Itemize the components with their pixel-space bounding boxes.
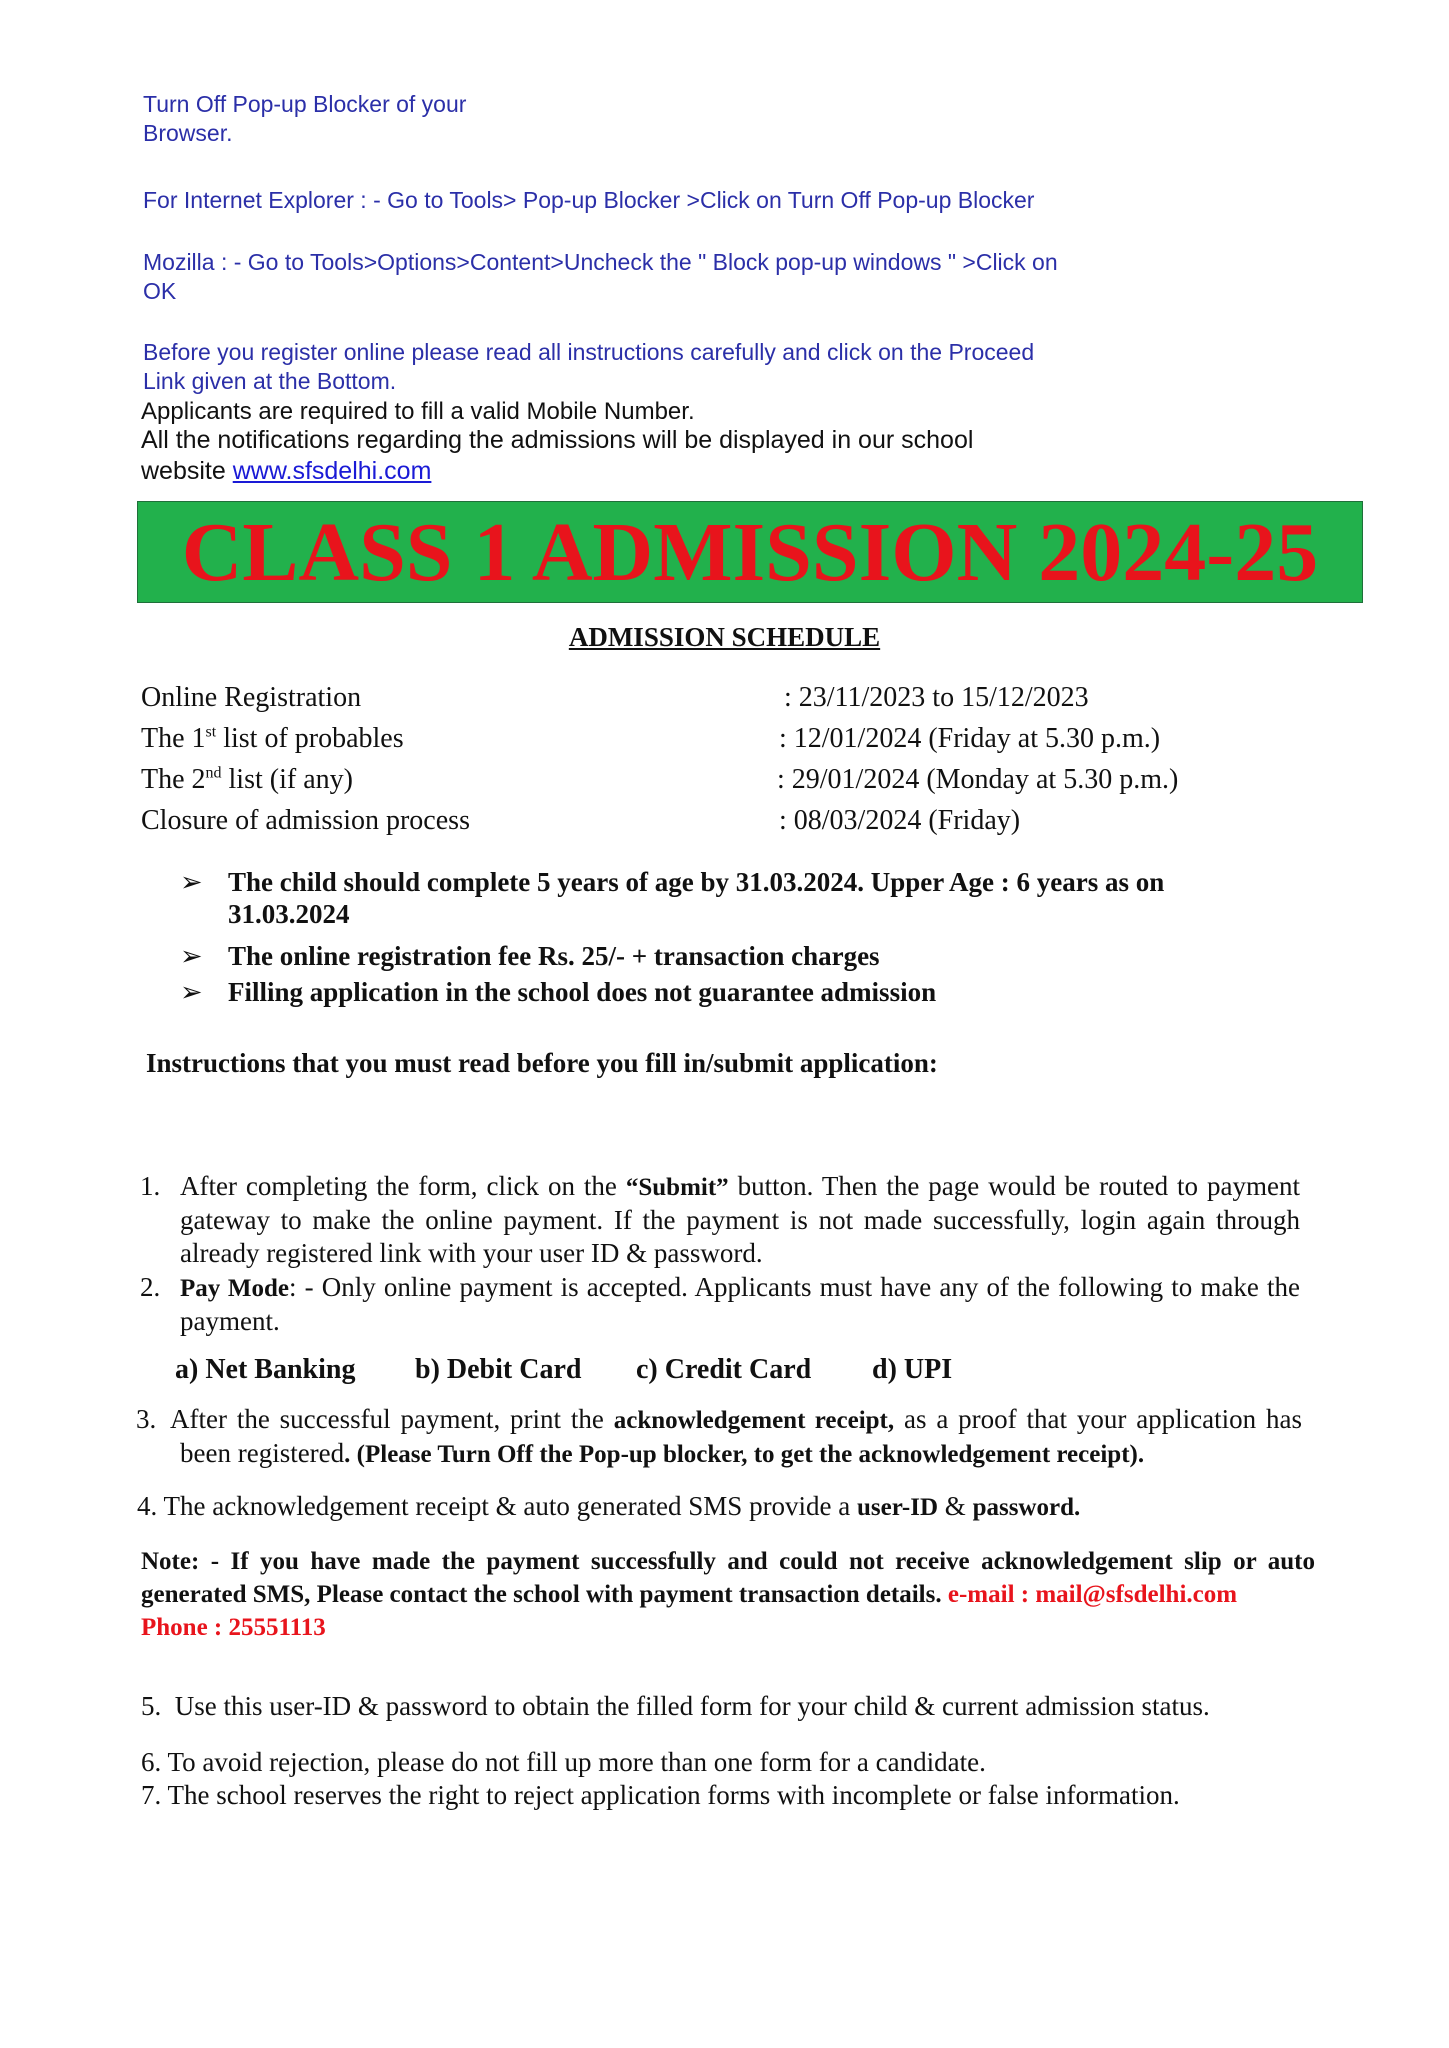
pay-mode-net-banking: a) Net Banking — [175, 1354, 356, 1385]
schedule-row-first-list — [141, 723, 1291, 763]
pay-mode-debit-card: b) Debit Card — [415, 1354, 582, 1385]
admission-banner — [137, 501, 1363, 603]
mozilla-line-2: OK — [143, 278, 177, 304]
ie-instruction: For Internet Explorer : - Go to Tools> Pop-up Blocker >Click on Turn Off Pop-up Blocker — [143, 187, 1035, 213]
before-register-note — [143, 338, 1034, 396]
before-line-1: Before you register online please read all instructions carefully and click on the Proceed — [143, 339, 1035, 365]
arrow-icon: ➢ — [180, 977, 203, 1007]
notifications-notice — [141, 425, 973, 487]
banner-title: CLASS 1 ADMISSION 2024-25 — [181, 506, 1319, 599]
instruction-item-4: 4. The acknowledgement receipt & auto generated SMS provide a user-ID & password. — [137, 1491, 1081, 1521]
popup-notice — [143, 90, 466, 148]
website-prefix: website — [141, 457, 233, 485]
bullet-fee: ➢ The online registration fee Rs. 25/- + transaction charges — [180, 941, 880, 971]
contact-email: e-mail : mail@sfsdelhi.com — [947, 1581, 1238, 1608]
schedule-row-registration — [141, 682, 1291, 722]
popup-line-1: Turn Off Pop-up Blocker of your — [143, 91, 467, 117]
instruction-item-7: 7. The school reserves the right to reject application forms with incomplete or false information. — [141, 1780, 1180, 1810]
mobile-notice: Applicants are required to fill a valid Mobile Number. — [141, 398, 695, 425]
bullet-age: ➢ The child should complete 5 years of age by 31.03.2024. Upper Age : 6 years as on 31.03.2024 — [180, 867, 1165, 929]
instruction-item-5: 5. Use this user-ID & password to obtain the filled form for your child & current admission status. — [141, 1691, 1210, 1721]
website-link[interactable]: www.sfsdelhi.com — [232, 457, 432, 485]
eligibility-bullets — [180, 866, 1310, 1012]
schedule-heading: ADMISSION SCHEDULE — [568, 622, 881, 652]
contact-phone: Phone : 25551113 — [141, 1614, 326, 1641]
schedule-value: : 12/01/2024 (Friday at 5.30 p.m.) — [779, 723, 1161, 754]
schedule-row-second-list — [141, 764, 1291, 804]
pay-mode-upi: d) UPI — [872, 1354, 953, 1385]
popup-line-2: Browser. — [143, 120, 233, 146]
schedule-value: : 23/11/2023 to 15/12/2023 — [784, 682, 1089, 713]
before-line-2: Link given at the Bottom. — [143, 368, 397, 394]
schedule-value: : 08/03/2024 (Friday) — [779, 805, 1021, 836]
instruction-item-3: 3. After the successful payment, print the acknowledgement receipt, as a proof that your application has been registered. (Please Turn Off the Pop-up blocker, to get the acknowledgement receipt). — [136, 1404, 1302, 1468]
schedule-label: The 2nd list (if any) — [141, 764, 353, 795]
instruction-item-2: 2. Pay Mode: - Only online payment is accepted. Applicants must have any of the following to make the payment. — [140, 1272, 1300, 1336]
schedule-label: Closure of admission process — [141, 805, 470, 836]
schedule-label: The 1st list of probables — [141, 723, 404, 754]
arrow-icon: ➢ — [180, 867, 203, 897]
payment-note — [141, 1545, 1315, 1644]
website-line — [141, 456, 973, 487]
note-text: Note: - If you have made the payment successfully and could not receive acknowledgement slip or auto generated SMS, Please contact the school with payment transaction details. — [141, 1548, 1315, 1608]
schedule-label: Online Registration — [141, 682, 362, 713]
bullet-guarantee: ➢ Filling application in the school does not guarantee admission — [180, 977, 937, 1007]
pay-mode-credit-card: c) Credit Card — [636, 1354, 812, 1385]
schedule-value: : 29/01/2024 (Monday at 5.30 p.m.) — [777, 764, 1179, 795]
instruction-item-6: 6. To avoid rejection, please do not fill up more than one form for a candidate. — [141, 1747, 986, 1777]
mozilla-line-1: Mozilla : - Go to Tools>Options>Content>Uncheck the " Block pop-up windows " >Click on — [143, 249, 1058, 275]
instructions-title: Instructions that you must read before you fill in/submit application: — [146, 1048, 938, 1078]
notifications-line-1: All the notifications regarding the admissions will be displayed in our school — [141, 426, 974, 454]
schedule-row-closure — [141, 805, 1291, 845]
mozilla-instruction — [143, 248, 1058, 306]
arrow-icon: ➢ — [180, 941, 203, 971]
instruction-item-1: 1. After completing the form, click on the “Submit” button. Then the page would be routed to payment gateway to make the online payment. If the payment is not made successfully, login again through already registered link with your user ID & password. — [140, 1171, 1300, 1268]
